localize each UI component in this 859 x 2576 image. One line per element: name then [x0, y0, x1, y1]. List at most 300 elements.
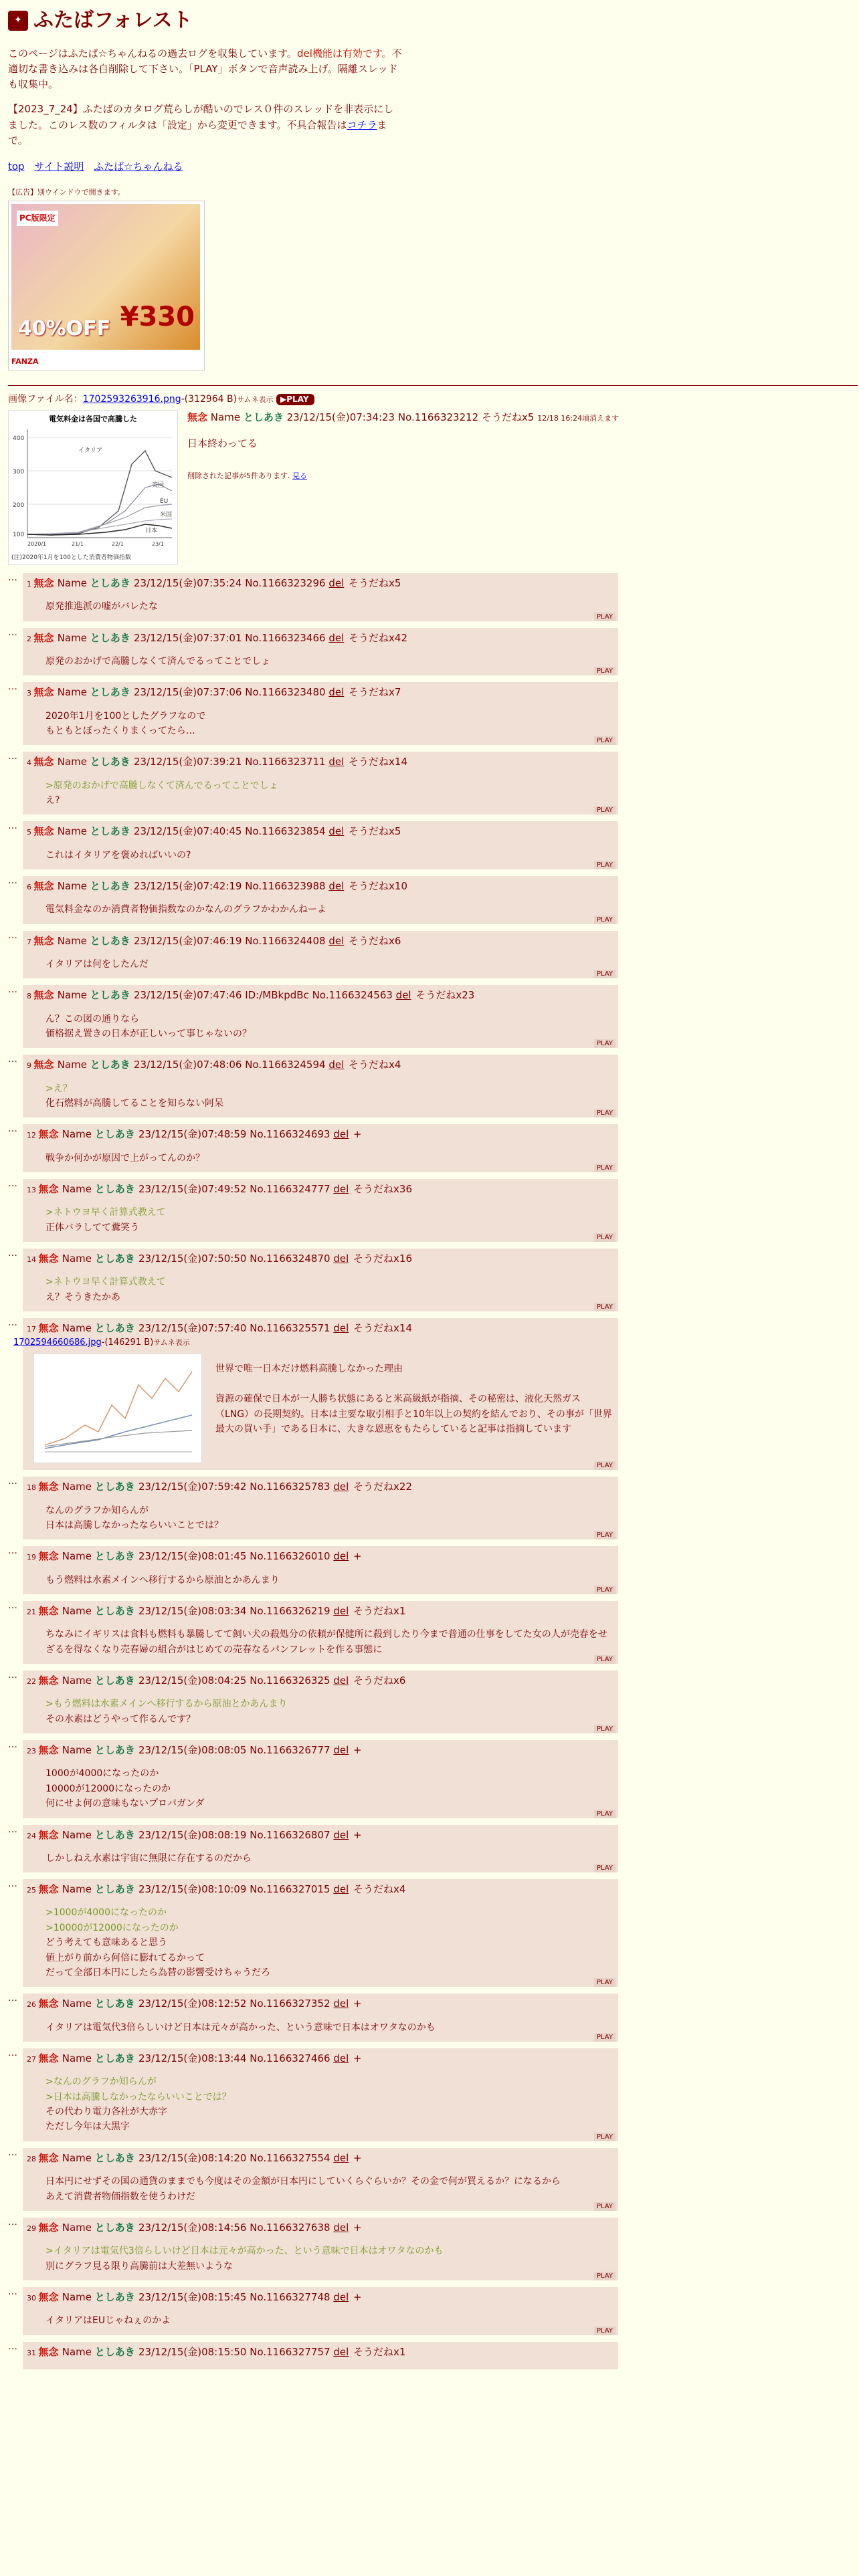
post-title: 無念 — [38, 2290, 62, 2303]
reply-body — [45, 2244, 614, 2274]
reply-mark: … — [8, 1123, 17, 1135]
reply-index: 25 — [27, 1886, 39, 1895]
reply-header — [27, 2051, 614, 2066]
del-button[interactable]: del — [328, 576, 345, 589]
soudane-button[interactable]: そうだねx4 — [349, 1059, 401, 1071]
y-tick: 400 — [13, 435, 25, 442]
post-title: 無念 — [187, 411, 208, 423]
post-date: 23/12/15(金)08:15:45 — [138, 2290, 250, 2303]
poster-name: としあき — [94, 1828, 138, 1841]
del-button[interactable]: del — [328, 934, 345, 947]
del-button[interactable]: del — [333, 2290, 349, 2303]
del-button[interactable]: del — [328, 686, 345, 699]
reply-row — [8, 1249, 851, 1311]
reply-row — [8, 573, 851, 621]
soudane-button[interactable]: そうだねx14 — [349, 756, 407, 768]
reply-box — [23, 2148, 618, 2211]
name-label: Name — [57, 1059, 90, 1071]
reply-index: 4 — [27, 758, 34, 768]
poster-name: としあき — [94, 1182, 138, 1195]
soudane-button[interactable]: そうだねx42 — [349, 631, 407, 644]
ad-banner[interactable] — [8, 201, 205, 370]
op-play-button[interactable]: ▶PLAY — [276, 394, 314, 405]
play-button[interactable]: PLAY — [594, 1303, 615, 1311]
intro-text: このページはふたば☆ちゃんねるの過去ログを収集しています。 — [8, 47, 297, 60]
soudane-button[interactable]: そうだねx5 — [349, 576, 401, 589]
post-number[interactable]: No.1166324594 — [245, 1059, 329, 1071]
reply-index: 7 — [27, 937, 34, 946]
reply-mark: … — [8, 875, 17, 886]
soudane-button[interactable]: そうだねx6 — [349, 934, 401, 947]
del-button[interactable]: del — [328, 825, 345, 838]
reply-mark: … — [8, 1317, 17, 1329]
reply-row — [8, 1318, 851, 1470]
del-button[interactable]: del — [333, 1744, 349, 1757]
del-button[interactable]: del — [333, 2345, 349, 2358]
reply-box — [23, 1671, 618, 1733]
poster-name: としあき — [90, 825, 134, 838]
soudane-button[interactable]: そうだねx22 — [353, 1481, 412, 1493]
del-button[interactable]: del — [328, 879, 345, 892]
reply-index: 2 — [27, 634, 34, 643]
reply-mark: … — [8, 1545, 17, 1557]
poster-name: としあき — [94, 1252, 138, 1265]
quote-line: >え？ — [45, 1083, 72, 1094]
reply-index: 1 — [27, 579, 34, 588]
reply-header — [27, 576, 614, 591]
y-tick: 300 — [13, 468, 25, 475]
post-number[interactable]: No.1166327638 — [250, 2221, 334, 2234]
post-number[interactable]: No.1166327466 — [250, 2052, 334, 2065]
post-date: 23/12/15(金)07:39:21 — [134, 756, 246, 768]
reply-file-size: -(146291 B) — [101, 1337, 154, 1348]
reply-box — [23, 573, 618, 621]
text-line: 資源の確保で日本が一人勝ち状態にあると米高級紙が指摘、その秘密は、液化天然ガス（LNG）の長期契約。日本は主要な取引相手と10年以上の契約を結んでおり、その事が「世界最大の買い手」である日本に、大きな恩恵をもたらしていると記事は指摘しています — [215, 1394, 612, 1434]
name-label: Name — [62, 1744, 95, 1757]
poster-name: としあき — [94, 1675, 138, 1687]
reply-box — [23, 2342, 618, 2369]
post-title: 無念 — [38, 1883, 62, 1896]
text-line: なんのグラフか知らんが — [45, 1505, 149, 1516]
post-number[interactable]: No.1166323854 — [245, 825, 329, 838]
text-line: イタリアは何をしたんだ — [45, 958, 149, 970]
quote-line: >なんのグラフか知らんが — [45, 2076, 157, 2088]
reply-image-row — [33, 1354, 614, 1463]
soudane-button[interactable]: + — [353, 1550, 362, 1563]
post-date: 23/12/15(金)07:35:24 — [134, 576, 246, 589]
post-title: 無念 — [33, 686, 58, 699]
name-label: Name — [57, 576, 90, 589]
post-number[interactable]: No.1166327554 — [250, 2151, 334, 2164]
name-label: Name — [62, 2290, 95, 2303]
reply-row — [8, 2148, 851, 2211]
play-button[interactable]: PLAY — [594, 916, 615, 924]
play-button[interactable]: PLAY — [594, 2202, 615, 2211]
soudane-button[interactable]: そうだねx16 — [353, 1252, 412, 1265]
x-tick: 2020/1 — [27, 540, 47, 547]
reply-box — [23, 876, 618, 924]
text-line: これはイタリアを褒めればいいの? — [45, 849, 191, 861]
reply-index: 6 — [27, 882, 34, 891]
post-title: 無念 — [38, 1828, 62, 1841]
y-tick: 200 — [13, 502, 25, 509]
reply-mark: … — [8, 2286, 17, 2297]
play-button[interactable]: PLAY — [594, 1586, 615, 1594]
reply-body — [45, 1766, 614, 1811]
reply-mark: … — [8, 1178, 17, 1189]
del-button[interactable]: del — [333, 1322, 349, 1335]
name-label: Name — [62, 1998, 95, 2010]
play-button[interactable]: PLAY — [594, 1655, 615, 1664]
poster-name: としあき — [90, 631, 134, 644]
del-button[interactable]: del — [333, 1605, 349, 1618]
play-button[interactable]: PLAY — [594, 1461, 615, 1470]
op-file-link[interactable]: 1702593263916.png — [82, 394, 181, 405]
del-button[interactable]: del — [333, 1182, 349, 1195]
reply-body — [45, 957, 614, 972]
report-link[interactable]: コチラ — [347, 118, 377, 131]
post-title: 無念 — [38, 2151, 62, 2164]
reply-body — [45, 2174, 614, 2204]
del-button[interactable]: del — [395, 989, 411, 1002]
post-date: 23/12/15(金)07:48:59 — [138, 1128, 250, 1141]
play-button[interactable]: PLAY — [594, 2033, 615, 2042]
reply-box — [23, 2218, 618, 2280]
reply-header — [27, 1321, 614, 1336]
play-button[interactable]: PLAY — [594, 1109, 615, 1117]
soudane-button[interactable]: そうだねx36 — [353, 1182, 412, 1195]
reply-index: 22 — [27, 1677, 39, 1687]
post-date: 23/12/15(金)07:57:40 — [138, 1322, 250, 1335]
name-label: Name — [62, 1481, 95, 1493]
del-button[interactable]: del — [328, 1059, 345, 1071]
soudane-button[interactable]: + — [353, 2052, 362, 2065]
name-label: Name — [57, 631, 90, 644]
play-button[interactable]: PLAY — [594, 1039, 615, 1048]
text-line: え? — [45, 794, 60, 806]
reply-body — [45, 1503, 614, 1533]
post-number[interactable]: No.1166323466 — [245, 631, 329, 644]
post-number[interactable]: No.1166325783 — [250, 1481, 334, 1493]
reply-header — [27, 631, 614, 646]
reply-index: 5 — [27, 828, 34, 837]
post-date: 23/12/15(金)08:08:05 — [138, 1744, 250, 1757]
post-date: 23/12/15(金)08:13:44 — [138, 2052, 250, 2065]
reply-header — [27, 2151, 614, 2166]
reply-box — [23, 2048, 618, 2141]
soudane-button[interactable]: そうだねx23 — [415, 989, 475, 1002]
text-line: あえて消費者物価指数を使うわけだ — [45, 2191, 195, 2202]
post-number[interactable]: No.1166326325 — [250, 1675, 334, 1687]
reply-row — [8, 1879, 851, 1987]
del-button[interactable]: del — [333, 2052, 349, 2065]
reply-box — [23, 1477, 618, 1539]
post-number[interactable]: No.1166323711 — [245, 756, 329, 768]
ad-note: 【広告】別ウインドウで開きます。 — [8, 188, 125, 197]
post-date: 23/12/15(金)07:42:19 — [134, 879, 246, 892]
divider — [8, 385, 858, 386]
reply-row — [8, 682, 851, 745]
play-button[interactable]: PLAY — [594, 1531, 615, 1539]
post-number[interactable]: No.1166327748 — [250, 2290, 334, 2303]
intro-paragraph-2 — [8, 102, 403, 148]
play-button[interactable]: PLAY — [594, 1864, 615, 1872]
poster-name: としあき — [94, 1998, 138, 2010]
reply-header — [27, 824, 614, 839]
futaba-logo-icon: ✦ — [8, 11, 28, 31]
del-button[interactable]: del — [333, 1998, 349, 2010]
soudane-button[interactable]: + — [353, 2151, 362, 2164]
text-line: 別にグラフ見る限り高騰前は大差無いような — [45, 2260, 233, 2272]
poster-name: としあき — [90, 756, 134, 768]
post-date: 23/12/15(金)08:12:52 — [138, 1998, 250, 2010]
x-tick: 22/1 — [112, 540, 124, 547]
play-button[interactable]: PLAY — [594, 970, 615, 978]
reply-body — [45, 1205, 614, 1235]
text-line: ただし今年は大黒字 — [45, 2121, 130, 2133]
reply-box — [23, 1825, 618, 1873]
del-button[interactable]: del — [333, 2221, 349, 2234]
del-button[interactable]: del — [333, 1675, 349, 1687]
del-button[interactable]: del — [333, 2151, 349, 2164]
post-number[interactable]: No.1166323296 — [245, 576, 329, 589]
soudane-button[interactable]: + — [353, 1744, 362, 1757]
post-number[interactable]: No.1166324870 — [250, 1252, 334, 1265]
op-text: 日本終わってる — [187, 437, 258, 450]
play-button[interactable]: PLAY — [594, 806, 615, 815]
soudane-button[interactable]: そうだねx5 — [349, 825, 401, 838]
reply-header — [27, 2345, 614, 2360]
series-italy — [27, 451, 172, 535]
reply-index: 8 — [27, 992, 34, 1001]
quote-line: >原発のおかげで高騰しなくて済んでるってことでしょ — [45, 780, 278, 791]
quote-line: >ネトウヨ早く計算式教えて — [45, 1277, 166, 1288]
post-number[interactable]: No.1166324693 — [250, 1128, 334, 1141]
reply-row — [8, 1055, 851, 1117]
reply-box — [23, 1994, 618, 2042]
post-date: 23/12/15(金)07:50:50 — [138, 1252, 250, 1265]
soudane-button[interactable]: そうだねx7 — [349, 686, 401, 699]
text-line: 値上がり前から何倍に膨れてるかって — [45, 1952, 205, 1963]
del-button[interactable]: del — [333, 1828, 349, 1841]
play-button[interactable]: PLAY — [594, 613, 615, 621]
reply-header — [27, 1057, 614, 1073]
nav-about-link[interactable]: サイト説明 — [34, 160, 84, 173]
reply-mark: … — [8, 1879, 17, 1890]
reply-header — [27, 1182, 614, 1197]
post-date: 23/12/15(金)07:59:42 — [138, 1481, 250, 1493]
reply-mark: … — [8, 1739, 17, 1751]
intro-text: まで。 — [8, 118, 387, 146]
reply-index: 12 — [27, 1131, 39, 1140]
text-line: 世界で唯一日本だけ燃料高騰しなかった理由 — [215, 1364, 403, 1375]
del-button[interactable]: del — [333, 1481, 349, 1493]
del-button[interactable]: del — [333, 1252, 349, 1265]
post-number[interactable]: No.1166326219 — [250, 1605, 334, 1618]
label-uk: 英国 — [152, 481, 165, 489]
chart-caption: (注)2020年1月を100とした消費者物価指数 — [11, 554, 131, 562]
quote-line: >日本は高騰しなかったならいいことでは？ — [45, 2091, 231, 2103]
name-label: Name — [57, 989, 90, 1002]
thumb-note: サムネ表示 — [237, 395, 274, 405]
post-date: 23/12/15(金)07:37:01 — [134, 631, 246, 644]
reply-row — [8, 876, 851, 924]
x-tick: 21/1 — [72, 540, 84, 547]
post-title: 無念 — [33, 989, 58, 1002]
del-button[interactable]: del — [333, 1128, 349, 1141]
post-title: 無念 — [38, 1675, 62, 1687]
reply-mark: … — [8, 1600, 17, 1612]
reply-header — [27, 1673, 614, 1689]
text-line: 価格据え置きの日本が正しいって事じゃないの？ — [45, 1028, 252, 1039]
label-italy: イタリア — [78, 447, 103, 454]
post-number[interactable]: No.1166325571 — [250, 1322, 334, 1335]
soudane-button[interactable]: そうだねx1 — [353, 1605, 406, 1618]
name-label: Name — [62, 1828, 95, 1841]
post-number[interactable]: No.1166324408 — [245, 934, 329, 947]
post-number[interactable]: No.1166327352 — [250, 1998, 334, 2010]
post-date: 23/12/15(金)07:37:06 — [134, 686, 246, 699]
reply-row — [8, 1179, 851, 1242]
post-number[interactable]: No.1166323480 — [245, 686, 329, 699]
name-label: Name — [57, 879, 90, 892]
play-button[interactable]: PLAY — [594, 1164, 615, 1172]
chart-title: 電気料金は各国で高騰した — [49, 414, 137, 423]
reply-row — [8, 1740, 851, 1818]
reply-box — [23, 1124, 618, 1172]
name-label: Name — [62, 1675, 95, 1687]
post-number[interactable]: No.1166327015 — [250, 1883, 334, 1896]
poster-name: としあき — [94, 2221, 138, 2234]
reply-mark: … — [8, 681, 17, 693]
reply-thumbnail[interactable] — [33, 1354, 202, 1463]
reply-row — [8, 931, 851, 979]
soudane-button[interactable]: + — [353, 1998, 362, 2010]
post-number[interactable]: No.1166323212 — [397, 411, 479, 423]
nav-futaba-link[interactable]: ふたば☆ちゃんねる — [94, 160, 183, 173]
post-title: 無念 — [33, 756, 58, 768]
post-title: 無念 — [38, 1252, 62, 1265]
reply-header — [27, 685, 614, 700]
op-body — [187, 410, 619, 565]
reply-mark: … — [8, 751, 17, 762]
post-date: 23/12/15(金)07:48:06 — [134, 1059, 246, 1071]
name-label: Name — [62, 2052, 95, 2065]
ad-tag: PC版限定 — [17, 211, 58, 226]
reply-index: 3 — [27, 689, 34, 698]
soudane-button[interactable]: そうだねx4 — [353, 1883, 406, 1896]
play-button[interactable]: PLAY — [594, 736, 615, 745]
post-number[interactable]: No.1166324777 — [250, 1182, 334, 1195]
del-button[interactable]: del — [333, 1883, 349, 1896]
soudane-button[interactable]: そうだねx1 — [353, 2345, 406, 2358]
reply-file-link[interactable]: 1702594660686.jpg — [13, 1337, 102, 1348]
soudane-button[interactable]: + — [353, 1828, 362, 1841]
del-button[interactable]: del — [328, 756, 345, 768]
reply-header — [27, 1996, 614, 2012]
del-button[interactable]: del — [328, 631, 345, 644]
del-button[interactable]: del — [333, 1550, 349, 1563]
play-button[interactable]: PLAY — [594, 2327, 615, 2335]
reply-mark: … — [8, 2341, 17, 2352]
post-number[interactable]: No.1166326777 — [250, 1744, 334, 1757]
poster-name: としあき — [94, 2151, 138, 2164]
text-line: 2020年1月を100としたグラフなので — [45, 710, 206, 722]
play-button[interactable]: PLAY — [594, 861, 615, 869]
post-date: 23/12/15(金)08:10:09 — [138, 1883, 250, 1896]
play-button[interactable]: PLAY — [594, 2133, 615, 2141]
play-button[interactable]: PLAY — [594, 1725, 615, 1733]
poster-name: としあき — [94, 1883, 138, 1896]
soudane-button[interactable]: + — [353, 2290, 362, 2303]
poster-name: としあき — [94, 1322, 138, 1335]
reply-index: 19 — [27, 1553, 39, 1562]
reply-box — [23, 752, 618, 815]
post-number[interactable]: No.1166327757 — [250, 2345, 334, 2358]
soudane-button[interactable]: そうだねx6 — [353, 1675, 406, 1687]
post-title: 無念 — [38, 1744, 62, 1757]
play-button[interactable]: PLAY — [594, 1978, 615, 1987]
text-line: もともとぼったくりまくってたら… — [45, 725, 195, 736]
ad-image[interactable] — [11, 204, 200, 350]
op-file-size: -(312964 B) — [181, 394, 237, 405]
text-line: ちなみにイギリスは食料も燃料も暴騰してて飼い犬の殺処分の依頼が保健所に殺到したり今まで普通の仕事をしてた女の人が売春をせざるを得なくなり売春婦の組合がはじめての売春なるパンフレットを作る事態に — [45, 1629, 607, 1655]
ad-discount: 40%OFF — [18, 316, 111, 340]
play-button[interactable]: PLAY — [594, 667, 615, 675]
reply-header — [27, 1479, 614, 1495]
play-button[interactable]: PLAY — [594, 1233, 615, 1242]
post-title: 無念 — [38, 2221, 62, 2234]
text-line: 10000が12000になったのか — [45, 1783, 171, 1794]
soudane-button[interactable]: そうだねx10 — [349, 879, 407, 892]
post-title: 無念 — [38, 1128, 62, 1141]
post-number[interactable]: No.1166326010 — [250, 1550, 334, 1563]
reply-body — [45, 902, 614, 917]
reply-body — [45, 778, 614, 809]
post-date: 23/12/15(金)08:04:25 — [138, 1675, 250, 1687]
op-thumbnail[interactable] — [8, 410, 178, 565]
reply-body — [45, 2313, 614, 2328]
reply-header — [27, 1828, 614, 1843]
reply-box — [23, 821, 618, 869]
post-date: 23/12/15(金)07:40:45 — [134, 825, 246, 838]
reply-text — [215, 1362, 614, 1463]
play-button[interactable]: PLAY — [594, 2272, 615, 2280]
reply-body — [45, 2074, 614, 2135]
reply-index: 26 — [27, 2000, 39, 2010]
soudane-button[interactable]: そうだねx14 — [353, 1322, 412, 1335]
text-line: 日本は高騰しなかったならいいことでは？ — [45, 1520, 223, 1531]
post-title: 無念 — [38, 1182, 62, 1195]
intro-text: 不適切な書き込みは各自削除して下さい。「PLAY」ボタンで音声読み上げ。隔離スレッドも収集中。 — [8, 47, 402, 90]
show-removed-link[interactable]: 見る — [292, 471, 307, 481]
post-number[interactable]: No.1166323988 — [245, 879, 329, 892]
reply-header — [27, 754, 614, 770]
post-date: 23/12/15(金)08:08:19 — [138, 1828, 250, 1841]
soudane-button[interactable]: + — [353, 1128, 362, 1141]
name-label: Name — [62, 1605, 95, 1618]
soudane-button[interactable]: + — [353, 2221, 362, 2234]
reply-box — [23, 628, 618, 676]
play-button[interactable]: PLAY — [594, 1810, 615, 1818]
reply-row — [8, 821, 851, 869]
reply-index: 18 — [27, 1483, 39, 1493]
post-number[interactable]: No.1166326807 — [250, 1828, 334, 1841]
post-number[interactable]: No.1166324563 — [312, 989, 396, 1002]
soudane-button[interactable]: そうだねx5 — [482, 411, 535, 423]
nav-top-link[interactable]: top — [8, 160, 25, 173]
name-label: Name — [62, 2221, 95, 2234]
